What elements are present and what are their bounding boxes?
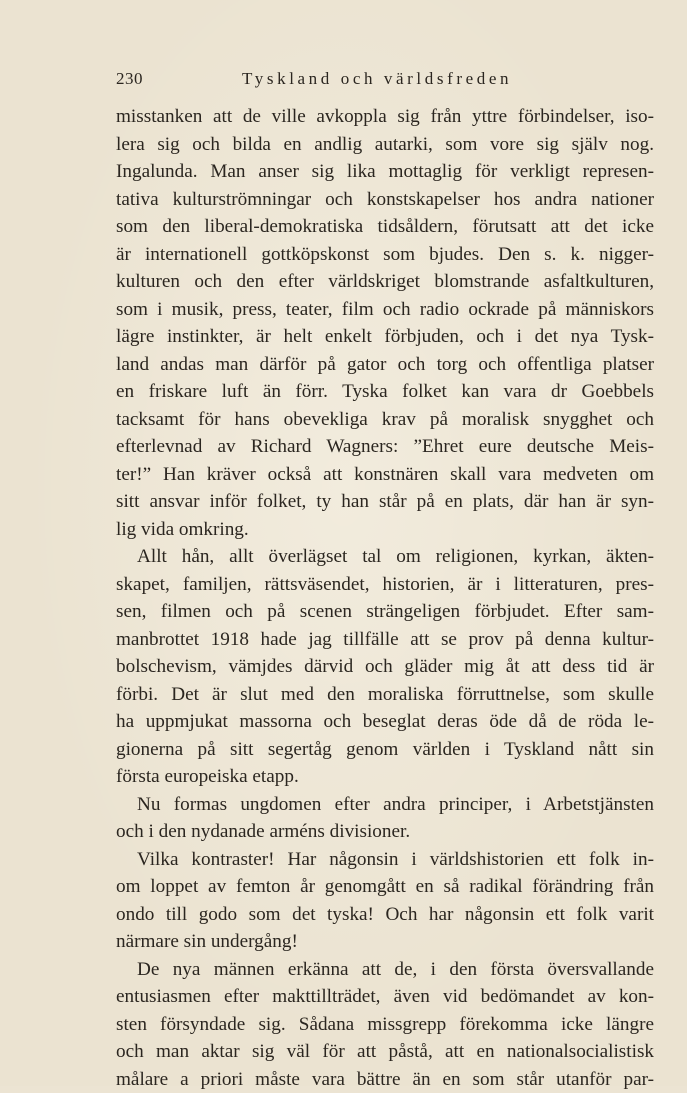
paragraph-start: Nu formas ungdomen efter andra principer, i Arbetstjänsten	[116, 791, 654, 819]
text-line: misstanken att de ville avkoppla sig från yttre förbindelser, iso-	[116, 103, 654, 131]
text-line: målare a priori måste vara bättre än en som står utanför par-	[116, 1066, 654, 1093]
text-line: sten försyndade sig. Sådana missgrepp förekomma icke längre	[116, 1011, 654, 1039]
text-line: ter!” Han kräver också att konstnären skall vara medveten om	[116, 461, 654, 489]
text-line: manbrottet 1918 hade jag tillfälle att se prov på denna kultur-	[116, 626, 654, 654]
text-line: som i musik, press, teater, film och radio ockrade på människors	[116, 296, 654, 324]
text-line: förbi. Det är slut med den moraliska förruttnelse, som skulle	[116, 681, 654, 709]
text-line: bolschevism, vämjdes därvid och gläder mig åt att dess tid är	[116, 653, 654, 681]
text-line: tativa kulturströmningar och konstskapelser hos andra nationer	[116, 186, 654, 214]
text-line: ondo till godo som det tyska! Och har någonsin ett folk varit	[116, 901, 654, 929]
paragraph-start: Vilka kontraster! Har någonsin i världshistorien ett folk in-	[116, 846, 654, 874]
text-line: land andas man därför på gator och torg och offentliga platser	[116, 351, 654, 379]
text-line: första europeiska etapp.	[116, 763, 654, 791]
text-line: ha uppmjukat massorna och beseglat deras öde då de röda le-	[116, 708, 654, 736]
text-line: en friskare luft än förr. Tyska folket kan vara dr Goebbels	[116, 378, 654, 406]
text-line: om loppet av femton år genomgått en så radikal förändring från	[116, 873, 654, 901]
page-header-title: Tyskland och världsfreden	[242, 69, 512, 89]
text-line: och man aktar sig väl för att påstå, att en nationalsocialistisk	[116, 1038, 654, 1066]
text-line: som den liberal-demokratiska tidsåldern, förutsatt att det icke	[116, 213, 654, 241]
text-line: skapet, familjen, rättsväsendet, historien, är i litteraturen, pres-	[116, 571, 654, 599]
text-line: tacksamt för hans obevekliga krav på moralisk snygghet och	[116, 406, 654, 434]
text-line: gionerna på sitt segertåg genom världen i Tyskland nått sin	[116, 736, 654, 764]
paragraph-start: Allt hån, allt överlägset tal om religionen, kyrkan, äkten-	[116, 543, 654, 571]
text-line: lig vida omkring.	[116, 516, 654, 544]
text-line: efterlevnad av Richard Wagners: ”Ehret eure deutsche Meis-	[116, 433, 654, 461]
text-line: sen, filmen och på scenen strängeligen förbjudet. Efter sam-	[116, 598, 654, 626]
text-line: kulturen och den efter världskriget blomstrande asfaltkulturen,	[116, 268, 654, 296]
paragraph-start: De nya männen erkänna att de, i den första översvallande	[116, 956, 654, 984]
text-line: Ingalunda. Man anser sig lika mottaglig för verkligt represen-	[116, 158, 654, 186]
text-line: är internationell gottköpskonst som bjudes. Den s. k. nigger-	[116, 241, 654, 269]
text-line: sitt ansvar inför folket, ty han står på en plats, där han är syn-	[116, 488, 654, 516]
body-text	[116, 103, 654, 1093]
page-number: 230	[116, 69, 143, 89]
text-line: lägre instinkter, är helt enkelt förbjuden, och i det nya Tysk-	[116, 323, 654, 351]
text-line: lera sig och bilda en andlig autarki, som vore sig själv nog.	[116, 131, 654, 159]
text-line: närmare sin undergång!	[116, 928, 654, 956]
text-line: entusiasmen efter makttillträdet, även vid bedömandet av kon-	[116, 983, 654, 1011]
text-line: och i den nydanade arméns divisioner.	[116, 818, 654, 846]
running-head	[116, 69, 654, 97]
